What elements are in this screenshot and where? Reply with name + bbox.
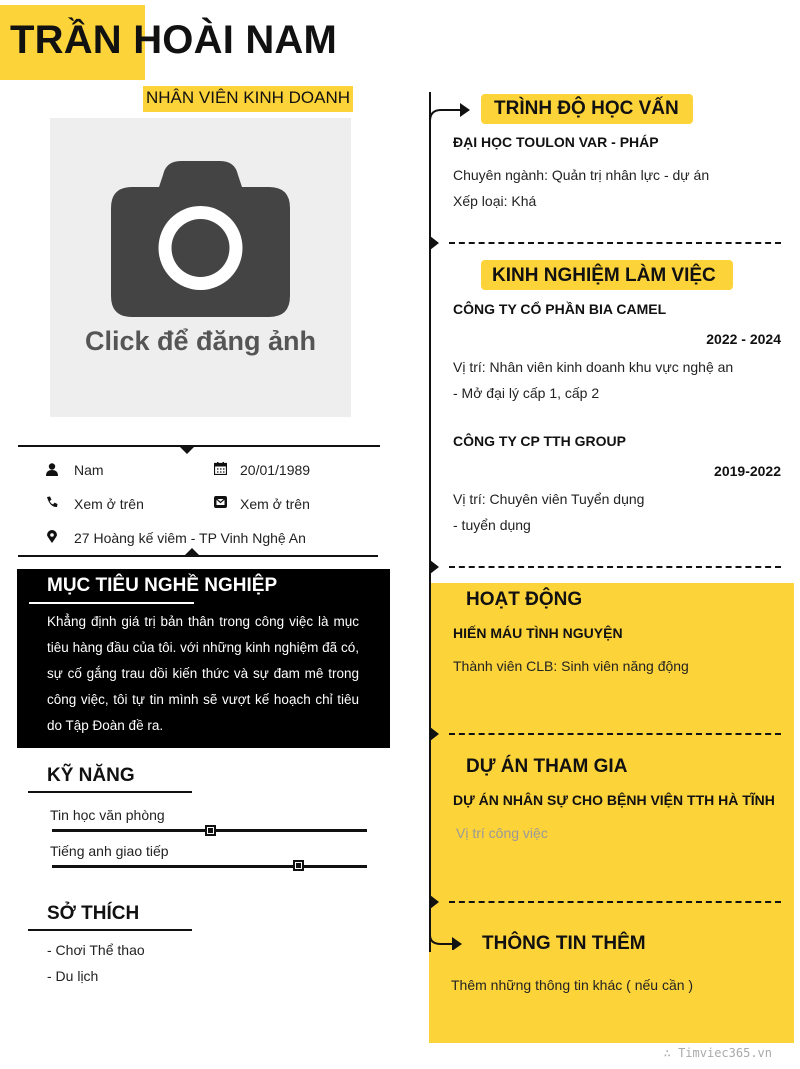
hobby-item[interactable]: - Chơi Thể thao — [47, 942, 145, 958]
skills-underline — [28, 791, 192, 793]
hobbies-heading[interactable]: SỞ THÍCH — [47, 903, 140, 924]
section-divider — [449, 242, 781, 244]
timeline-line — [429, 92, 431, 952]
contact-gender[interactable]: Nam — [74, 462, 104, 478]
arrow-icon — [429, 99, 471, 123]
skill-name[interactable]: Tin học văn phòng — [50, 807, 165, 823]
camera-icon — [111, 161, 290, 317]
job-company[interactable]: CÔNG TY CỔ PHẦN BIA CAMEL — [453, 301, 667, 317]
skill-level-handle[interactable] — [293, 860, 304, 871]
contact-phone[interactable]: Xem ở trên — [74, 496, 144, 512]
objective-underline — [29, 602, 194, 604]
contact-address[interactable]: 27 Hoàng kế viêm - TP Vinh Nghệ An — [74, 530, 306, 546]
activity-detail[interactable]: Thành viên CLB: Sinh viên năng động — [453, 658, 689, 674]
calendar-icon — [213, 461, 227, 475]
objective-heading[interactable]: MỤC TIÊU NGHỀ NGHIỆP — [47, 575, 278, 596]
hobbies-underline — [28, 929, 192, 931]
activities-heading[interactable]: HOẠT ĐỘNG — [466, 589, 583, 610]
job-years[interactable]: 2019-2022 — [714, 463, 781, 479]
education-rank[interactable]: Xếp loại: Khá — [453, 193, 537, 209]
timeline-marker — [430, 560, 439, 574]
job-position[interactable]: Vị trí: Nhân viên kinh doanh khu vực nghệ an — [453, 359, 734, 375]
education-major[interactable]: Chuyên ngành: Quản trị nhân lực - dự án — [453, 167, 710, 183]
user-icon — [45, 462, 59, 476]
candidate-name[interactable]: TRẦN HOÀI NAM — [10, 18, 338, 62]
job-detail[interactable]: - tuyển dụng — [453, 517, 531, 533]
contact-bottom-divider — [18, 555, 378, 557]
objective-text[interactable]: Khẳng định giá trị bản thân trong công việc là mục tiêu hàng đầu của tôi. với những kinh nghiệm đã có, sự cố gắng trau dồi kiến thức và sự đam mê trong công việc, tôi tự tin mình sẽ vượt kế hoạch chỉ tiêu do Tập Đoàn đề ra. — [47, 614, 359, 733]
contact-top-divider — [18, 445, 380, 447]
contact-birthday[interactable]: 20/01/1989 — [240, 462, 311, 478]
experience-heading[interactable]: KINH NGHIỆM LÀM VIỆC — [492, 265, 716, 286]
email-icon — [213, 495, 227, 509]
project-title[interactable]: DỰ ÁN NHÂN SỰ CHO BỆNH VIỆN TTH HÀ TĨNH — [453, 792, 775, 808]
map-pin-icon — [45, 529, 59, 543]
photo-upload-label: Click để đăng ảnh — [84, 326, 317, 356]
extra-detail[interactable]: Thêm những thông tin khác ( nếu cần ) — [451, 977, 694, 993]
activity-title[interactable]: HIẾN MÁU TÌNH NGUYỆN — [453, 625, 623, 641]
section-divider — [449, 566, 781, 568]
hobby-item[interactable]: - Du lịch — [47, 968, 99, 984]
section-divider — [449, 901, 781, 903]
phone-icon — [45, 495, 59, 509]
timeline-marker — [430, 236, 439, 250]
job-company[interactable]: CÔNG TY CP TTH GROUP — [453, 433, 626, 449]
footer-brand: ∴ Timviec365.vn — [663, 1046, 772, 1060]
timeline-marker — [430, 727, 439, 741]
objective-section — [17, 569, 390, 748]
skills-heading[interactable]: KỸ NĂNG — [47, 765, 135, 786]
job-position[interactable]: Vị trí: Chuyên viên Tuyển dụng — [453, 491, 645, 507]
job-detail[interactable]: - Mở đại lý cấp 1, cấp 2 — [453, 385, 600, 401]
education-school[interactable]: ĐẠI HỌC TOULON VAR - PHÁP — [453, 134, 659, 150]
arrow-icon — [429, 926, 463, 950]
job-title[interactable]: NHÂN VIÊN KINH DOANH — [143, 86, 353, 112]
project-position-placeholder[interactable]: Vị trí công việc — [456, 825, 548, 841]
skill-bar — [52, 865, 367, 868]
section-divider — [449, 733, 781, 735]
skill-level-handle[interactable] — [205, 825, 216, 836]
projects-heading[interactable]: DỰ ÁN THAM GIA — [466, 756, 628, 777]
divider-marker — [179, 446, 195, 454]
timeline-marker — [430, 895, 439, 909]
photo-upload[interactable] — [50, 118, 351, 417]
contact-email[interactable]: Xem ở trên — [240, 496, 310, 512]
education-heading[interactable]: TRÌNH ĐỘ HỌC VẤN — [494, 98, 679, 119]
extra-heading[interactable]: THÔNG TIN THÊM — [482, 933, 646, 954]
skill-name[interactable]: Tiếng anh giao tiếp — [50, 843, 169, 859]
job-years[interactable]: 2022 - 2024 — [706, 331, 781, 347]
